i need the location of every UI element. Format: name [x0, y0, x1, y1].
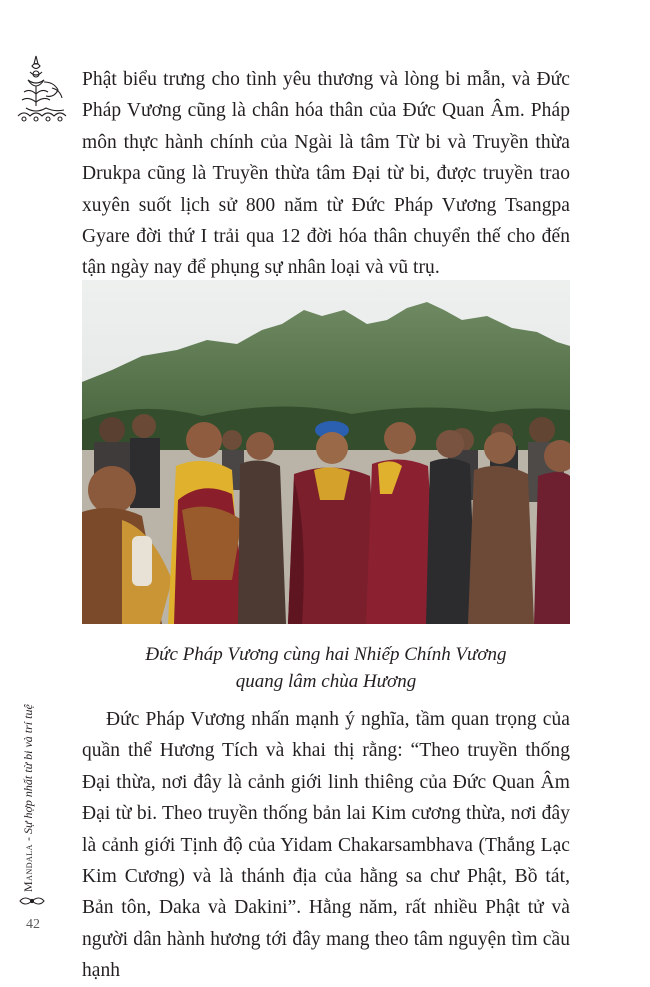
body-paragraph-bottom: Đức Pháp Vương nhấn mạnh ý nghĩa, tầm quan trọng của quần thể Hương Tích và khai thị rằng: “Theo truyền thống Đại thừa, nơi đây là cảnh giới linh thiêng của Đức Quan Âm Đại từ bi. Theo truyền thống bản lai Kim cương thừa, nơi đây là cảnh giới Tịnh độ của Yidam Chakarsambhava (Thắng Lạc Kim Cương) và là thánh địa của hằng sa chư Phật, Bồ tát, Bản tôn, Daka và Dakini”. Hằng năm, rất nhiều Phật tử và người dân hành hương tới đây mang theo tâm nguyện tìm cầu hạnh	[82, 709, 570, 982]
knot-ornament-icon	[19, 895, 45, 907]
vajra-ornament-icon	[14, 52, 74, 124]
page-number: 42	[26, 917, 40, 932]
running-head-subtitle: Sự hợp nhất từ bi và trí tuệ	[21, 704, 35, 835]
photo-caption-line-1: Đức Pháp Vương cùng hai Nhiếp Chính Vương	[145, 644, 507, 665]
body-paragraph-top: Phật biểu trưng cho tình yêu thương và lòng bi mẫn, và Đức Pháp Vương cũng là chân hóa thân của Đức Quan Âm. Pháp môn thực hành chính của Ngài là tâm Từ bi và Truyền thừa Drukpa cũng là Truyền thừa tâm Đại từ bi, được truyền trao xuyên suốt lịch sử 800 năm từ Đức Pháp Vương Tsangpa Gyare đời thứ I trải qua 12 đời hóa thân chuyển thế cho đến tận ngày nay để phụng sự nhân loại và vũ trụ.	[82, 69, 570, 279]
photo-procession-at-huong-pagoda	[82, 280, 570, 624]
photo-caption	[82, 641, 570, 695]
running-header-vertical	[21, 662, 36, 892]
photo-illustration	[82, 280, 570, 624]
photo-caption-line-2: quang lâm chùa Hương	[235, 671, 417, 692]
running-head-separator: -	[21, 834, 35, 845]
running-head-title: Mandala	[21, 844, 35, 892]
